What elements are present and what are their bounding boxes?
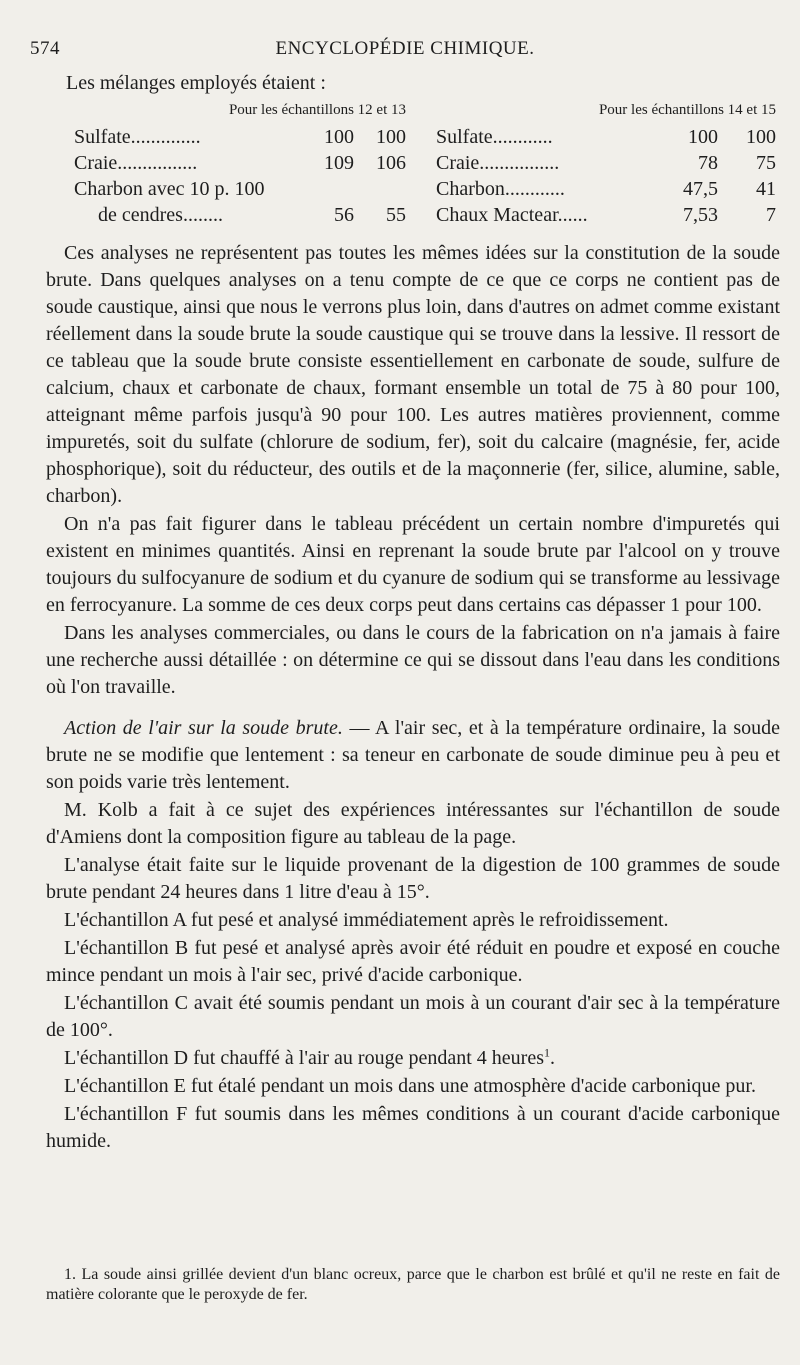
paragraph: L'échantillon C avait été soumis pendant un mois à un courant d'air sec à la température de 100°. — [46, 992, 780, 1041]
row-value: 56 — [334, 204, 354, 226]
row-value: 100 — [376, 126, 406, 148]
table-samples-12-13 — [74, 102, 406, 230]
row-value: 7,53 — [683, 204, 718, 226]
row-value: 55 — [386, 204, 406, 226]
paragraph: L'échantillon F fut soumis dans les mêmes conditions à un courant d'acide carbonique humide. — [46, 1103, 780, 1152]
footnote: 1. La soude ainsi grillée devient d'un blanc ocreux, parce que le charbon est brûlé et qu'il ne reste en fait de matière colorante que le peroxyde de fer. — [46, 1266, 780, 1303]
row-value: 41 — [756, 178, 776, 200]
row-value: 47,5 — [683, 178, 718, 200]
footnote-ref[interactable]: 1 — [543, 1045, 550, 1060]
table-row — [436, 126, 776, 152]
row-label: Craie................ — [436, 152, 560, 174]
paragraph-text: — A l'air sec, et à la température ordinaire, la soude brute ne se modifie que lentement : sa teneur en carbonate de soude diminue peu à peu et son poids varie très lentement. — [46, 717, 780, 793]
table-row — [74, 178, 406, 204]
row-label: Sulfate............ — [436, 126, 553, 148]
row-value: 78 — [698, 152, 718, 174]
table-caption: Pour les échantillons 14 et 15 — [598, 102, 776, 118]
paragraph: On n'a pas fait figurer dans le tableau précédent un certain nombre d'impuretés qui existent en minimes quantités. Ainsi en reprenant la soude brute par l'alcool on y trouve toujours du sulfocyanure de sodium et du cyanure de sodium qui se transforme au lessivage en ferrocyanure. La somme de ces deux corps peut dans certains cas dépasser 1 pour 100. — [46, 513, 780, 616]
row-value: 109 — [324, 152, 354, 174]
row-value: 75 — [756, 152, 776, 174]
page-header — [30, 38, 780, 66]
paragraph: L'analyse était faite sur le liquide provenant de la digestion de 100 grammes de soude brute pendant 24 heures dans 1 litre d'eau à 15°. — [46, 854, 780, 903]
paragraph-text: L'échantillon D fut chauffé à l'air au rouge pendant 4 heures — [64, 1047, 544, 1069]
table-caption: Pour les échantillons 12 et 13 — [228, 102, 406, 118]
paragraph-text: . — [549, 1047, 555, 1069]
row-value: 100 — [746, 126, 776, 148]
paragraph: L'échantillon B fut pesé et analysé après avoir été réduit en poudre et exposé en couche mince pendant un mois à l'air sec, privé d'acide carbonique. — [46, 937, 780, 986]
table-samples-14-15 — [436, 102, 776, 230]
paragraph: Dans les analyses commerciales, ou dans le cours de la fabrication on n'a jamais à faire une recherche aussi détaillée : on détermine ce qui se dissout dans l'eau dans les conditions où l'on travaille. — [46, 622, 780, 698]
table-row — [74, 126, 406, 152]
row-value: 100 — [324, 126, 354, 148]
row-value: 106 — [376, 152, 406, 174]
row-label: Chaux Mactear...... — [436, 204, 588, 226]
paragraph: L'échantillon E fut étalé pendant un mois dans une atmosphère d'acide carbonique pur. — [64, 1075, 756, 1097]
table-row — [436, 204, 776, 230]
section-paragraph — [46, 715, 780, 796]
mixtures-tables — [66, 102, 776, 232]
paragraph: L'échantillon A fut pesé et analysé immédiatement après le refroidissement. — [64, 909, 669, 931]
body-text — [46, 240, 780, 1156]
row-label: de cendres........ — [98, 204, 223, 226]
row-label: Craie................ — [74, 152, 198, 174]
paragraph: Ces analyses ne représentent pas toutes les mêmes idées sur la constitution de la soude brute. Dans quelques analyses on a tenu compte de ce que ce corps ne contient pas de soude caustique, ainsi que nous le verrons plus loin, dans d'autres on admet comme existant réellement dans la soude brute la soude caustique qui se trouve dans la lessive. Il ressort de ce tableau que la soude brute consiste essentiellement en carbonate de soude, sulfure de calcium, chaux et carbonate de chaux, formant ensemble un total de 75 à 80 pour 100, atteignant même parfois jusqu'à 90 pour 100. Les autres matières proviennent, comme impuretés, soit du sulfate (chlorure de sodium, fer), soit du calcaire (magnésie, fer, acide phosphorique), soit du réducteur, des outils et de la maçonnerie (fer, silice, alumine, sable, charbon). — [46, 242, 780, 507]
paragraph: M. Kolb a fait à ce sujet des expériences intéressantes sur l'échantillon de soude d'Amiens dont la composition figure au tableau de la page. — [46, 799, 780, 848]
intro-line: Les mélanges employés étaient : — [66, 72, 326, 94]
table-row — [74, 204, 406, 230]
row-value: 100 — [688, 126, 718, 148]
table-row — [436, 152, 776, 178]
section-heading: Action de l'air sur la soude brute. — [64, 717, 343, 739]
row-label: Charbon............ — [436, 178, 565, 200]
table-row — [436, 178, 776, 204]
paragraph — [46, 1045, 780, 1072]
row-label: Charbon avec 10 p. 100 — [74, 178, 265, 200]
running-title: ENCYCLOPÉDIE CHIMIQUE. — [275, 38, 535, 59]
table-row — [74, 152, 406, 178]
row-value: 7 — [766, 204, 776, 226]
page-number: 574 — [30, 38, 60, 59]
row-label: Sulfate.............. — [74, 126, 201, 148]
